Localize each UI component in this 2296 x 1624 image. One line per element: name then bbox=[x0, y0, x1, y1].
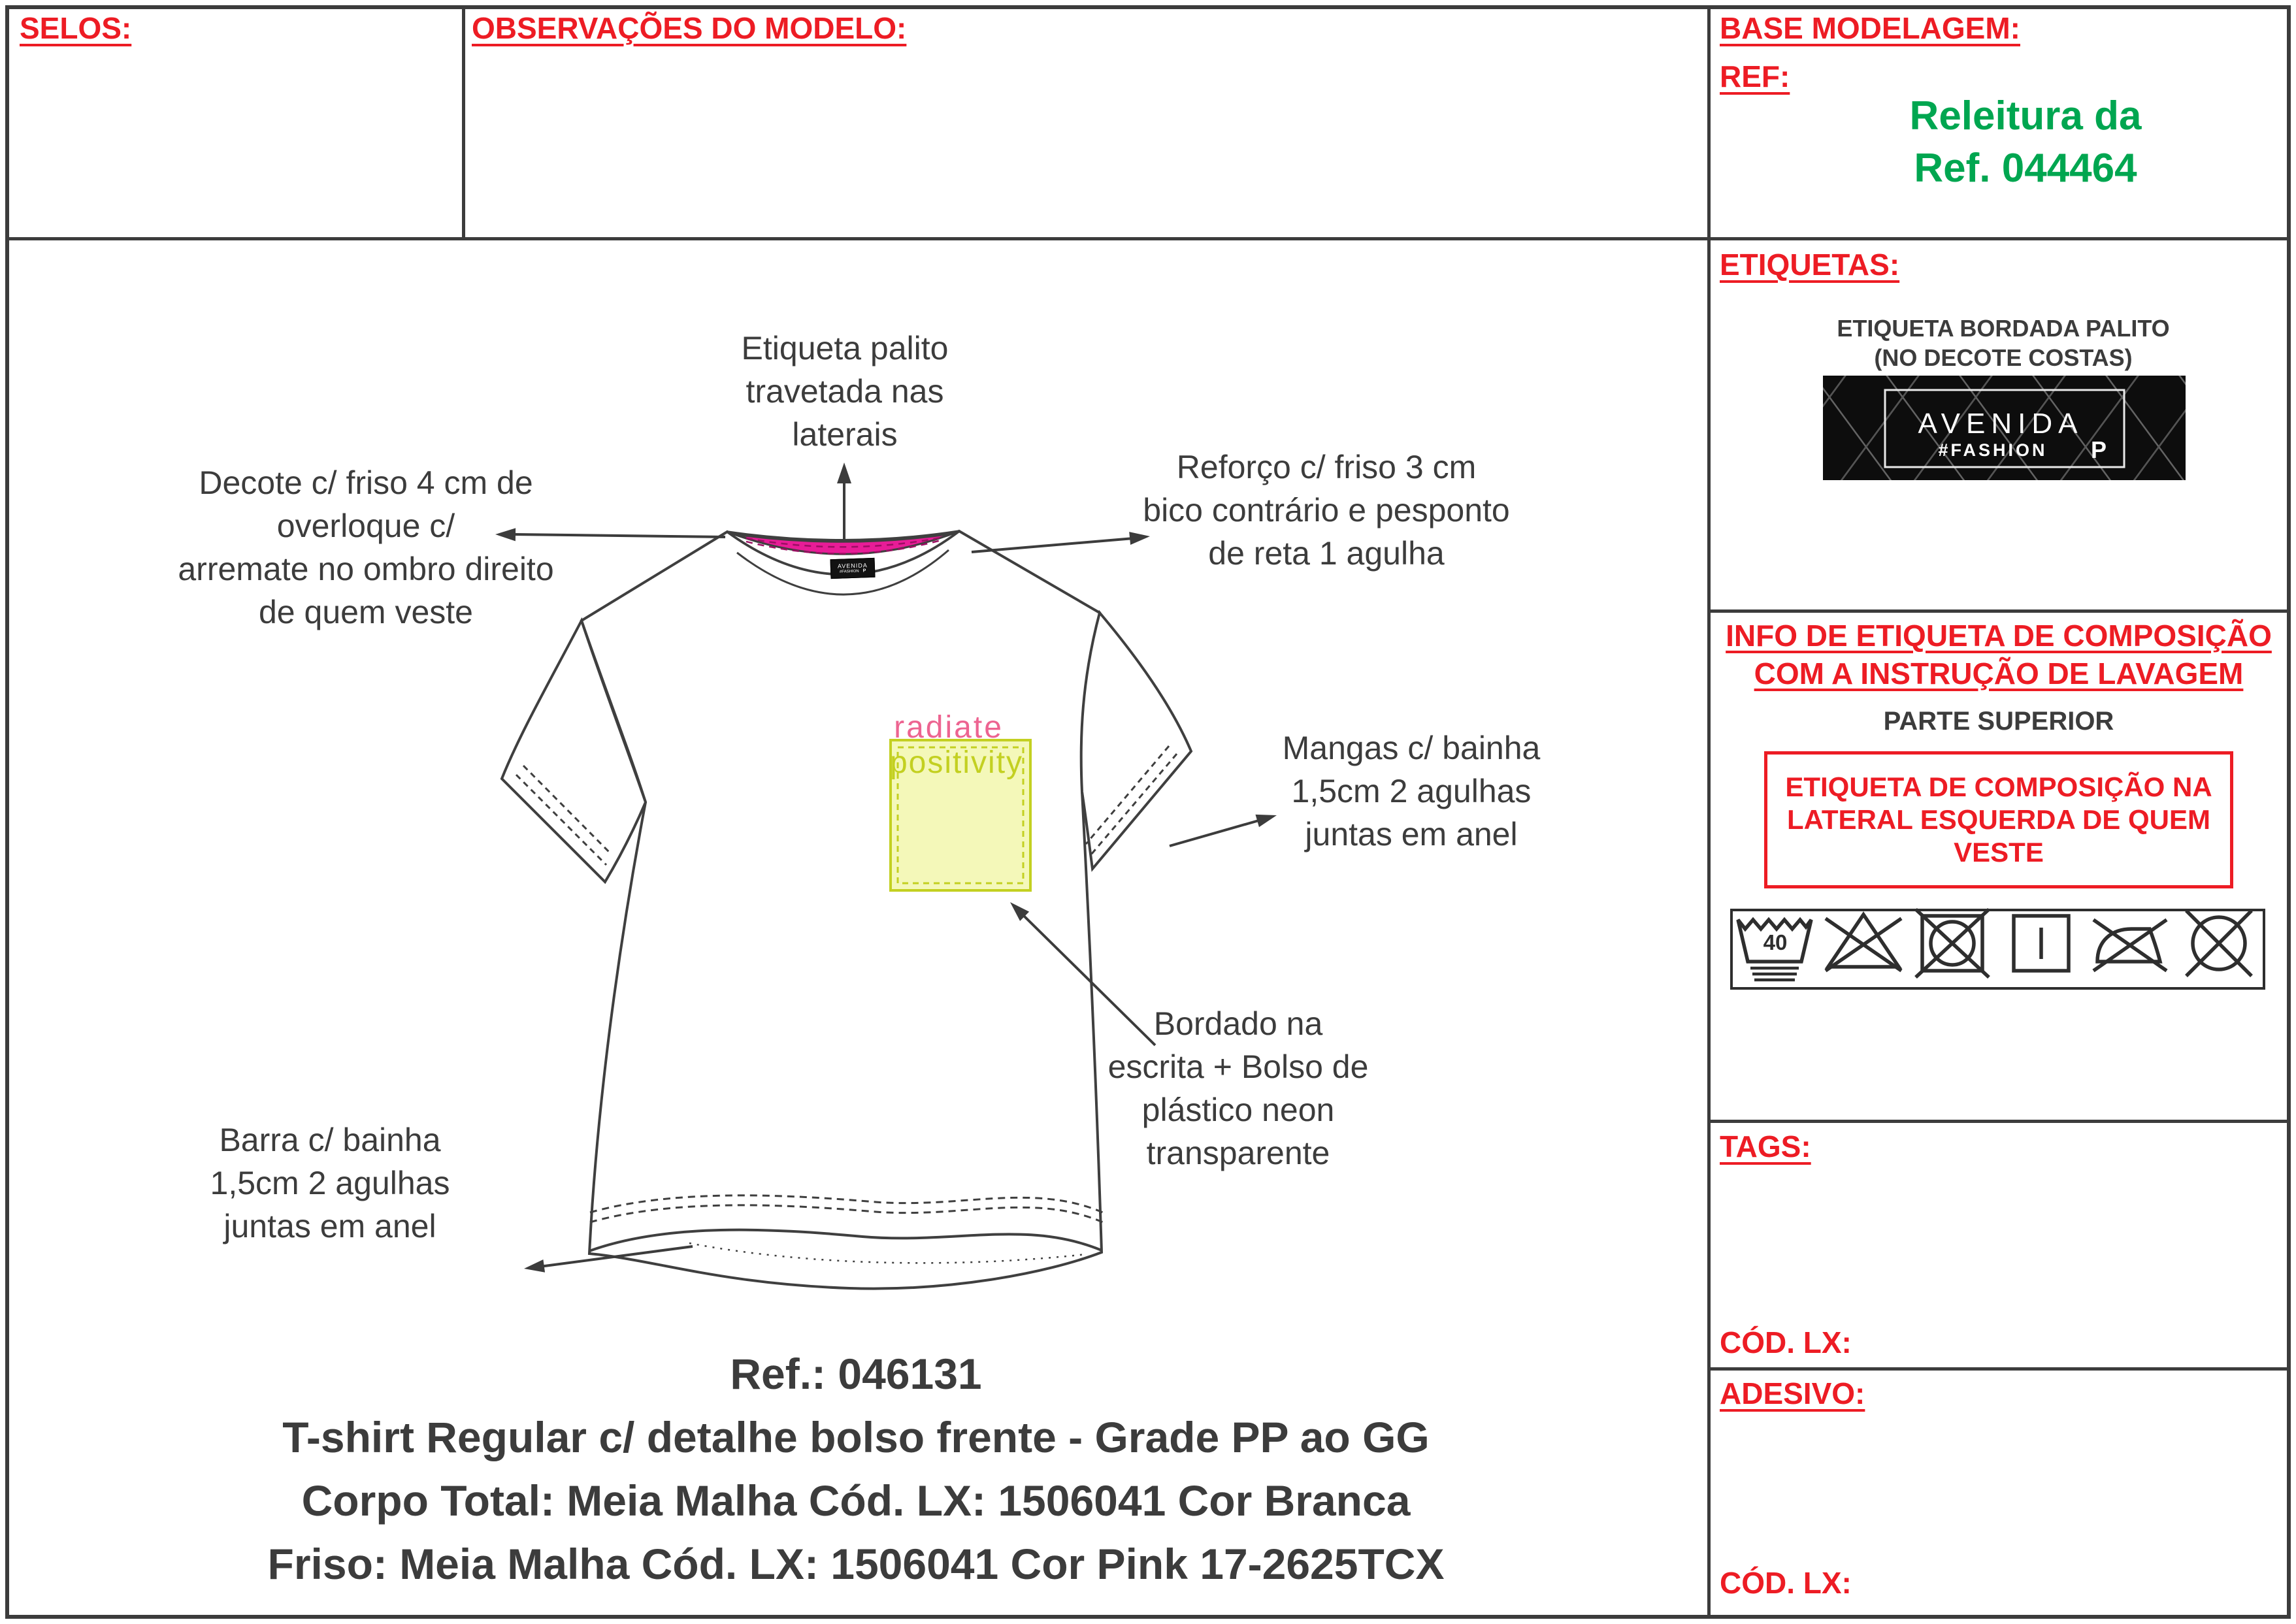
annotation-barra bbox=[210, 1118, 450, 1248]
composicao-box-line-3: VESTE bbox=[1954, 837, 2044, 868]
annotation-line: Bordado na bbox=[1153, 1005, 1323, 1042]
wash-temperature: 40 bbox=[1763, 930, 1788, 954]
pocket-print-positivity: positivity bbox=[889, 745, 1024, 780]
annotation-line: de quem veste bbox=[259, 594, 473, 630]
adesivo-cod-lx-label: CÓD. LX: bbox=[1720, 1566, 1852, 1600]
annotation-line: juntas em anel bbox=[1305, 816, 1518, 853]
annotation-bordado bbox=[1108, 1002, 1369, 1175]
brand-label-hashtag: #FASHION bbox=[1938, 440, 2048, 460]
annotation-line: overloque c/ bbox=[276, 508, 455, 544]
footer-corpo-total: Corpo Total: Meia Malha Cód. LX: 1506041 Cor Branca bbox=[301, 1476, 1411, 1525]
annotation-line: Mangas c/ bainha bbox=[1282, 730, 1541, 766]
annotation-line: plástico neon bbox=[1141, 1092, 1335, 1128]
annotation-line: 1,5cm 2 agulhas bbox=[210, 1165, 450, 1201]
annotation-line: de reta 1 agulha bbox=[1208, 535, 1445, 572]
composicao-box-line-1: ETIQUETA DE COMPOSIÇÃO NA bbox=[1785, 771, 2212, 802]
annotation-line: juntas em anel bbox=[223, 1208, 436, 1244]
annotation-mangas bbox=[1283, 726, 1541, 856]
ref-value-line-1: Releitura da bbox=[1909, 93, 2142, 138]
tags-title: TAGS: bbox=[1720, 1129, 1811, 1163]
info-title-line-1: INFO DE ETIQUETA DE COMPOSIÇÃO bbox=[1726, 619, 2272, 653]
annotation-line: laterais bbox=[792, 416, 898, 453]
collar-label-size: P bbox=[862, 568, 866, 574]
ref-label: REF: bbox=[1720, 59, 1790, 93]
info-title-line-2: COM A INSTRUÇÃO DE LAVAGEM bbox=[1754, 657, 2244, 690]
tags-cod-lx-label: CÓD. LX: bbox=[1720, 1325, 1852, 1359]
etiquetas-desc-line-1: ETIQUETA BORDADA PALITO bbox=[1837, 315, 2170, 342]
footer-friso: Friso: Meia Malha Cód. LX: 1506041 Cor Pink 17-2625TCX bbox=[267, 1540, 1445, 1588]
footer-ref: Ref.: 046131 bbox=[730, 1350, 982, 1398]
brand-label-size: P bbox=[2091, 436, 2107, 463]
collar-label-hashtag: #FASHION bbox=[839, 569, 859, 574]
ref-value-line-2: Ref. 044464 bbox=[1914, 146, 2137, 191]
arrow-reforco bbox=[972, 530, 1151, 552]
annotation-line: Etiqueta palito bbox=[741, 330, 949, 366]
footer-spec-block bbox=[268, 1342, 1445, 1596]
annotation-decote bbox=[178, 461, 553, 634]
annotation-line: arremate no ombro direito bbox=[178, 551, 554, 587]
etiquetas-title: ETIQUETAS: bbox=[1720, 248, 1900, 282]
adesivo-title: ADESIVO: bbox=[1720, 1376, 1865, 1410]
annotation-line: travetada nas bbox=[746, 373, 944, 410]
parte-superior-label: PARTE SUPERIOR bbox=[1883, 707, 2114, 736]
arrow-etiqueta-palito bbox=[837, 463, 851, 540]
footer-description: T-shirt Regular c/ detalhe bolso frente - Grade PP ao GG bbox=[282, 1413, 1430, 1461]
annotation-reforco bbox=[1143, 446, 1509, 575]
annotation-line: Barra c/ bainha bbox=[219, 1122, 441, 1158]
annotation-etiqueta-palito bbox=[742, 327, 949, 456]
base-modelagem-title: BASE MODELAGEM: bbox=[1720, 11, 2020, 45]
annotation-line: transparente bbox=[1146, 1135, 1330, 1171]
etiquetas-desc-line-2: (NO DECOTE COSTAS) bbox=[1874, 344, 2133, 371]
annotation-line: escrita + Bolso de bbox=[1107, 1048, 1369, 1085]
annotation-line: Decote c/ friso 4 cm de bbox=[199, 464, 533, 501]
annotation-line: Reforço c/ friso 3 cm bbox=[1176, 449, 1477, 485]
tshirt-flat-sketch bbox=[502, 531, 1191, 1289]
selos-title: SELOS: bbox=[20, 11, 132, 45]
composicao-red-box bbox=[1764, 751, 2233, 888]
brand-label-name: AVENIDA bbox=[1918, 408, 2084, 440]
composicao-box-line-2: LATERAL ESQUERDA DE QUEM bbox=[1787, 804, 2210, 835]
arrow-mangas bbox=[1170, 809, 1279, 846]
care-symbols-box bbox=[1731, 909, 2264, 988]
collar-brand-label bbox=[830, 558, 875, 579]
collar-label-brand: AVENIDA bbox=[837, 562, 868, 570]
observacoes-title: OBSERVAÇÕES DO MODELO: bbox=[472, 11, 907, 45]
annotation-line: bico contrário e pesponto bbox=[1143, 492, 1510, 528]
sleeve-right bbox=[1081, 613, 1191, 869]
pocket-print-radiate: radiate bbox=[894, 710, 1004, 745]
annotation-line: 1,5cm 2 agulhas bbox=[1291, 773, 1532, 809]
